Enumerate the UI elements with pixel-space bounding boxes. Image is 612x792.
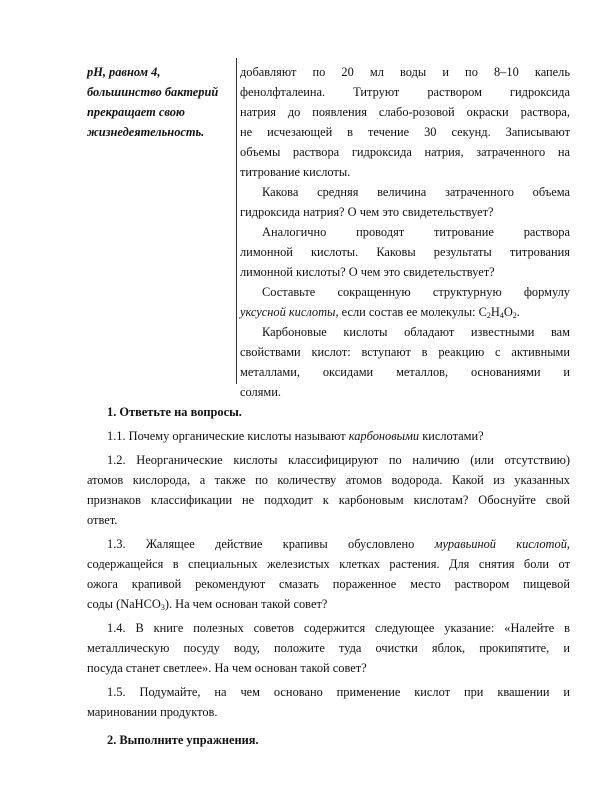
text-line: металлами, оксидами металлов, основаниями и [240, 365, 570, 379]
text-line: Составьте сокращенную структурную формулу [262, 285, 570, 299]
formic-acid-term: муравьиной кислотой [434, 537, 567, 551]
question-line: содержащейся в специальных железистых клетках растения. Для снятия боли от [87, 557, 570, 571]
main-column [240, 62, 570, 402]
question-line: 1.5. Подумайте, на чем основано применение кислот при квашении и [107, 685, 570, 699]
subscript: 3 [160, 603, 165, 612]
question-text: , [566, 537, 570, 551]
question-line [87, 594, 570, 614]
acetic-acid-term: уксусной кислоты [240, 305, 336, 319]
subscript: 2 [512, 311, 517, 320]
text-line: Какова средняя величина затраченного объема [262, 185, 570, 199]
text-line: фенолфталеина. Титруют раствором гидроксида [240, 85, 570, 99]
text-line: солями. [240, 385, 281, 399]
question-line: посуда станет светлее». На чем основан такой совет? [87, 661, 367, 675]
question-line: атомов кислорода, а также по количеству атомов водорода. Какой из указанных [87, 473, 570, 487]
formula-text: О [503, 305, 513, 319]
side-note-line: большинство бактерий [87, 85, 219, 99]
section-heading: 1. Ответьте на вопросы. [107, 405, 242, 419]
questions-section [87, 402, 570, 750]
side-note-line: жизнедеятельность. [87, 125, 205, 139]
formula-line [240, 302, 570, 322]
question-line: ожога крапивой рекомендуют смазать пораженное место раствором пищевой [87, 577, 570, 591]
question-line: мариновании продуктов. [87, 705, 218, 719]
question-text: кислотами? [419, 429, 484, 443]
subscript: 2 [486, 311, 491, 320]
column-divider [236, 58, 237, 384]
text-line: лимонной кислоты? О чем это свидетельствует? [240, 265, 495, 279]
formula-text: , если состав ее молекулы: С [335, 305, 487, 319]
question-line: 1.2. Неорганические кислоты классифицируют по наличию (или отсутствию) [107, 453, 570, 467]
carboxylic-term: карбоновыми [348, 429, 420, 443]
question-text: ). На чем основан такой совет? [164, 597, 328, 611]
side-note-line: прекращает свою [87, 105, 185, 119]
text-line: гидроксида натрия? О чем это свидетельствует? [240, 205, 494, 219]
question-line [87, 534, 570, 554]
question-text: 1.3. Жалящее действие крапивы обусловлено [107, 537, 435, 551]
text-line: Аналогично проводят титрование раствора [262, 225, 570, 239]
subscript: 4 [499, 311, 504, 320]
side-note-line: рН, равном 4, [87, 65, 161, 79]
text-line: титрование кислоты. [240, 165, 351, 179]
question-line [87, 426, 570, 446]
text-line: не исчезающей в течение 30 секунд. Записывают [240, 125, 570, 139]
section-heading: 2. Выполните упражнения. [107, 733, 259, 747]
formula-text: . [516, 305, 520, 319]
text-line: свойствами кислот: вступают в реакцию с активными [240, 345, 570, 359]
text-line: Карбоновые кислоты обладают известными вам [262, 325, 570, 339]
text-line: натрия до появления слабо-розовой окраски раствора, [240, 105, 570, 119]
side-note [87, 62, 235, 142]
text-line: объемы раствора гидроксида натрия, затраченного на [240, 145, 570, 159]
text-line: лимонной кислоты. Каковы результаты титрования [240, 245, 570, 259]
question-line: 1.4. В книге полезных советов содержится следующее указание: «Налейте в [107, 621, 570, 635]
formula-text: Н [490, 305, 500, 319]
question-text: соды (NaHCO [87, 597, 161, 611]
question-line: признаков классификации не подходит к карбоновым кислотам? Обоснуйте свой [87, 493, 570, 507]
question-text: 1.1. Почему органические кислоты называют [107, 429, 349, 443]
question-line: металлическую посуду воду, положите туда очистки яблок, прокипятите, и [87, 641, 570, 655]
text-line: добавляют по 20 мл воды и по 8–10 капель [240, 65, 570, 79]
question-line: ответ. [87, 513, 118, 527]
